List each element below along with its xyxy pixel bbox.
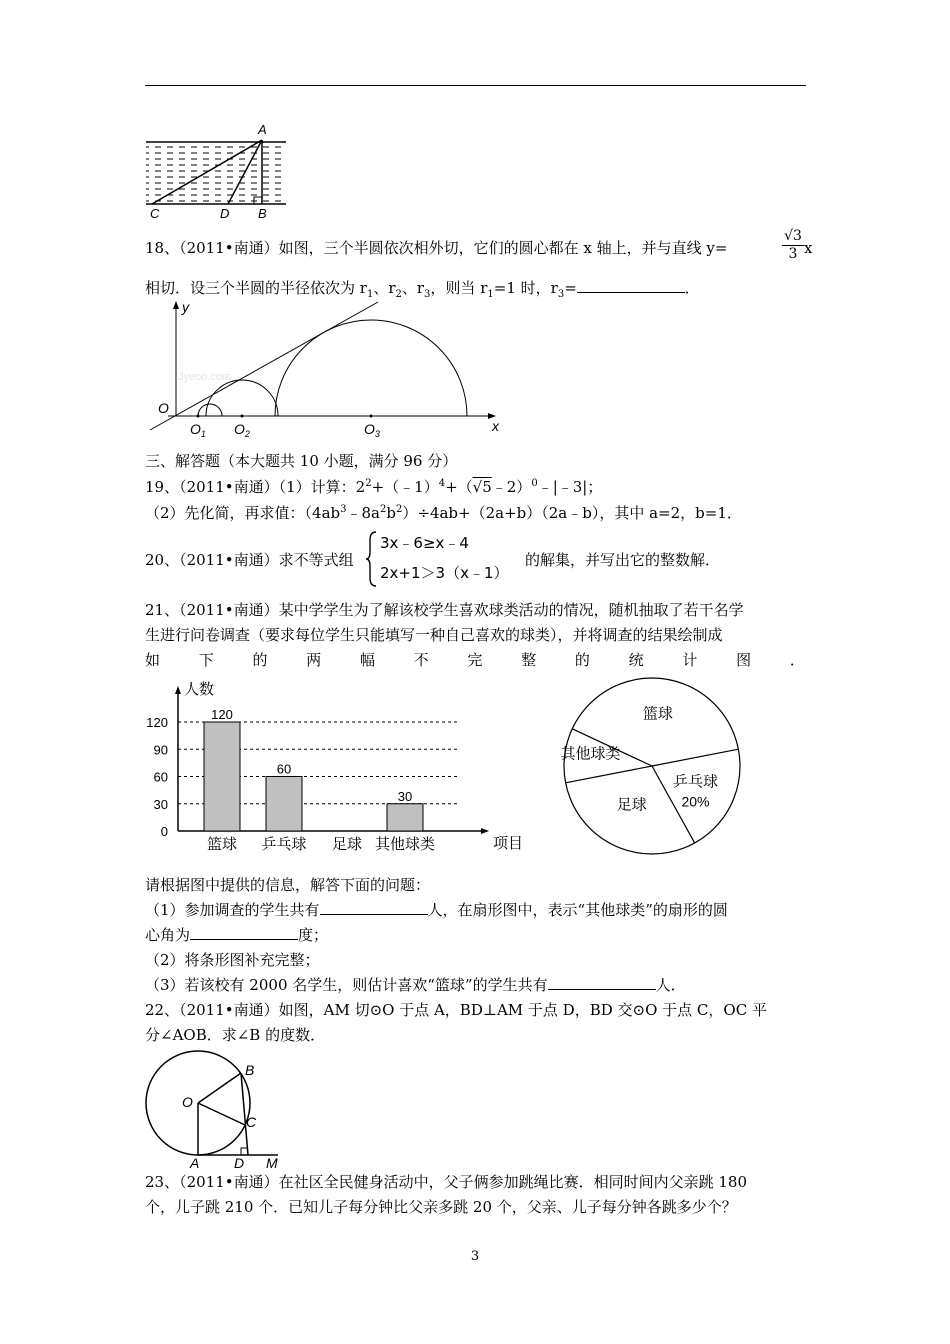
y-axis-arrow — [175, 686, 181, 694]
y-tick-label: 60 — [153, 769, 168, 785]
q21-line3: 如 下 的 两 幅 不 完 整 的 统 计 图 ． — [145, 651, 805, 669]
y-tick-label: 30 — [153, 796, 168, 812]
q18-line1: 18、（2011•南通）如图，三个半圆依次相外切，它们的圆心都在 x 轴上，并与直线 y= — [145, 239, 728, 257]
figure-q17 — [142, 120, 292, 225]
q20-before: 20、（2011•南通）求不等式组 — [145, 551, 354, 569]
page-number: 3 — [470, 1249, 480, 1264]
q21-blank-basketball[interactable] — [548, 975, 656, 990]
label-A: A — [190, 1155, 200, 1171]
label-O: O — [182, 1094, 193, 1110]
label-D: D — [234, 1155, 245, 1171]
center-O2: $O_2$ — [234, 421, 250, 439]
q18-fraction: √3 3 — [782, 228, 804, 263]
label-C: C — [246, 1114, 257, 1130]
x-axis-label: 项目 — [493, 835, 524, 852]
q22-line2: 分∠AOB．求∠B 的度数． — [145, 1026, 326, 1044]
label-B: B — [258, 206, 267, 221]
category-label: 篮球 — [206, 836, 238, 853]
category-label: 足球 — [331, 836, 363, 853]
q20-brace — [366, 530, 378, 588]
q18-answer-blank[interactable] — [577, 278, 685, 293]
label-B: B — [245, 1062, 255, 1078]
y-tick-label: 90 — [153, 742, 168, 758]
y-tick-label: 0 — [160, 824, 168, 839]
category-label: 其他球类 — [374, 836, 436, 853]
q22-line1: 22、（2011•南通）如图，AM 切⊙O 于点 A，BD⊥AM 于点 D，BD 交⊙O 于点 C，OC 平 — [145, 1001, 767, 1019]
q18-x: x — [804, 239, 813, 257]
watermark: Jyeoo.com — [178, 371, 232, 383]
figure-q22 — [140, 1055, 290, 1170]
q21-part1: （1）参加调查的学生共有 人，在扇形图中，表示“其他球类”的扇形的圆 — [145, 901, 728, 919]
bar-value-label: 30 — [397, 788, 413, 804]
q18-line2: 相切．设三个半圆的半径依次为 $r_1$、$r_2$、$r_3$，则当 $r_1=1$ 时，$r_3=$ ． — [145, 279, 700, 300]
pie-chart — [558, 672, 748, 860]
figure-q18 — [140, 298, 510, 443]
q21-blank-angle[interactable] — [190, 925, 298, 940]
slice-label: 篮球 — [642, 705, 673, 723]
y-tick-label: 120 — [146, 715, 168, 730]
category-label: 乒乓球 — [261, 836, 307, 853]
center-O3: $O_3$ — [364, 421, 380, 439]
slice-label: 乒乓球 — [672, 773, 719, 791]
slice-label: 足球 — [616, 796, 647, 814]
q19-line2: （2）先化简，再求值：$(4ab^3﹣8a^2b^2)\div 4ab+(2a+b)(2a﹣b)$，其中 a=2，b=1． — [145, 504, 742, 522]
q21-blank-total[interactable] — [320, 900, 428, 915]
q21-part1-cont: 心角为 度； — [145, 926, 329, 944]
axis-x-label: x — [492, 418, 499, 434]
label-C: C — [150, 206, 160, 221]
q23-line1: 23、（2011•南通）在社区全民健身活动中，父子俩参加跳绳比赛．相同时间内父亲跳 180 — [145, 1173, 748, 1191]
q21-line1: 21、（2011•南通）某中学学生为了解该校学生喜欢球类活动的情况，随机抽取了若干名学 — [145, 601, 744, 619]
slice-value-label: 20% — [681, 793, 710, 810]
q19-line1: 19、（2011•南通）（1）计算：$2^2+(﹣1)^4+(√5﹣2)^0﹣|﹣3|$； — [145, 478, 603, 496]
origin-label: O — [158, 400, 169, 416]
bar-3 — [387, 804, 423, 831]
label-M: M — [266, 1155, 278, 1171]
q23-line2: 个，儿子跳 210 个．已知儿子每分钟比父亲多跳 20 个，父亲、儿子每分钟各跳多少个？ — [145, 1198, 737, 1216]
q21-part3: （3）若该校有 2000 名学生，则估计喜欢“篮球”的学生共有 人． — [145, 976, 686, 994]
q21-line2: 生进行问卷调查（要求每位学生只能填写一种自己喜欢的球类），并将调查的结果绘制成 — [145, 626, 723, 644]
q21-part2: （2）将条形图补充完整； — [145, 951, 320, 969]
bar-value-label: 120 — [211, 707, 233, 722]
bar-chart — [140, 675, 524, 860]
bar-1 — [266, 777, 302, 832]
section-3-heading: 三、解答题（本大题共 10 小题，满分 96 分） — [145, 452, 458, 470]
axis-y-label: y — [182, 299, 189, 315]
slice-label: 其他球类 — [560, 745, 621, 763]
x-axis-arrow — [481, 828, 489, 834]
q20-ineq2: 2x+1＞3（x﹣1） — [380, 564, 509, 582]
label-A: A — [258, 122, 267, 137]
q20-ineq1: 3x﹣6≥x﹣4 — [380, 534, 469, 552]
bar-value-label: 60 — [276, 761, 292, 777]
header-rule — [145, 85, 806, 86]
label-D: D — [220, 206, 230, 221]
bar-0 — [204, 722, 240, 831]
y-axis-label: 人数 — [184, 681, 215, 698]
q20-after: 的解集，并写出它的整数解． — [525, 551, 721, 569]
center-O1: $O_1$ — [190, 421, 206, 439]
q21-intro: 请根据图中提供的信息，解答下面的问题： — [145, 876, 431, 894]
